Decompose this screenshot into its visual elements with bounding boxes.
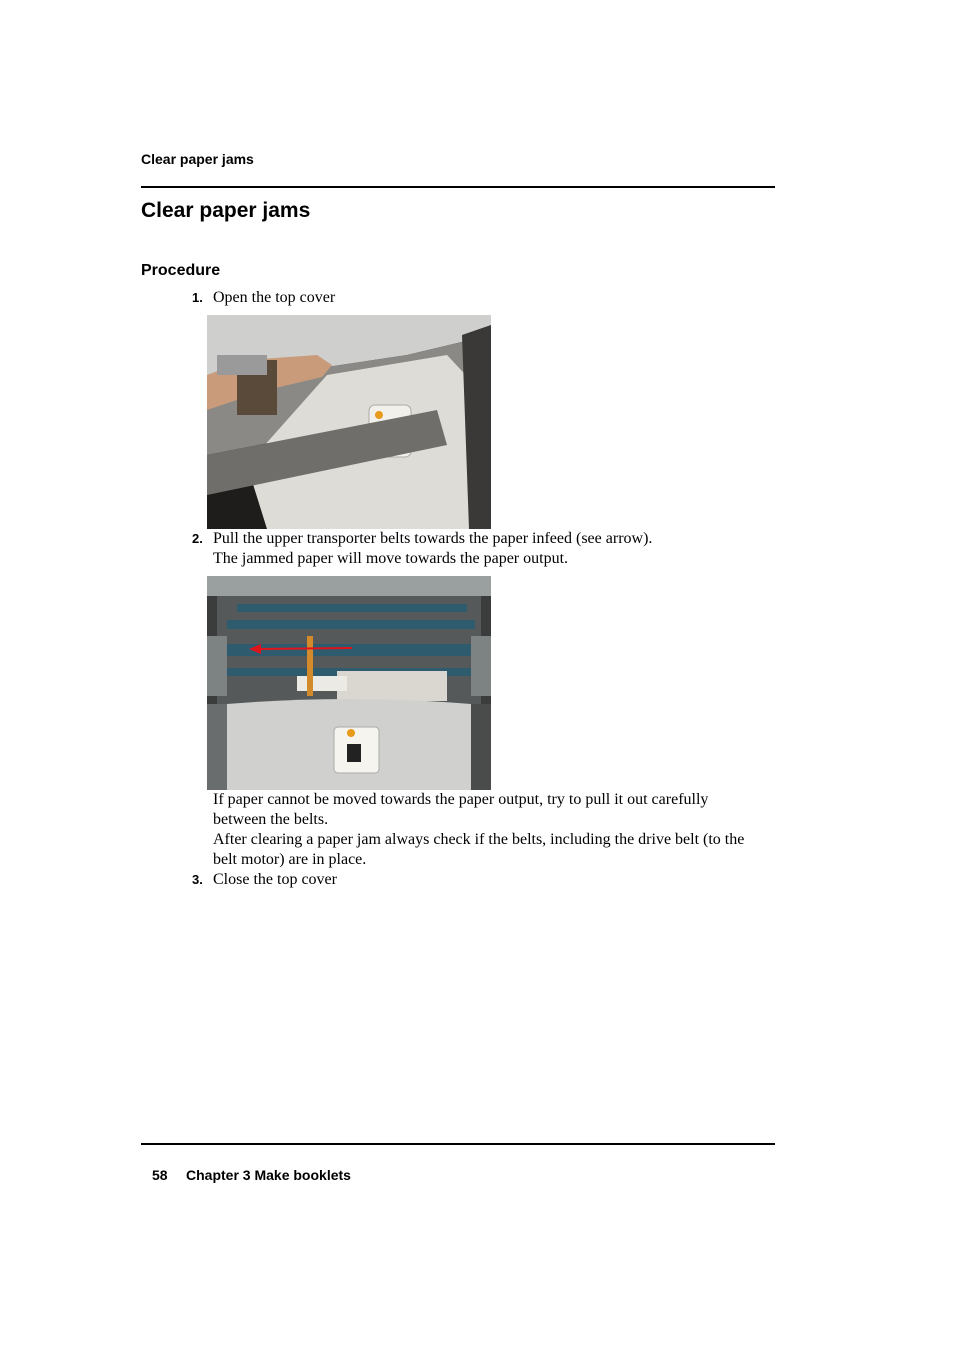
- step-1-number: 1.: [192, 290, 203, 305]
- step-1-text: Open the top cover: [213, 289, 336, 306]
- page-number: 58: [152, 1167, 168, 1183]
- transporter-belts-photo: [207, 576, 491, 790]
- open-top-cover-photo: [207, 315, 491, 529]
- step-2-note-line-1: If paper cannot be moved towards the paper output, try to pull it out carefully: [213, 791, 709, 808]
- section-heading: Procedure: [141, 262, 221, 279]
- footer-chapter: Chapter 3 Make booklets: [186, 1167, 351, 1183]
- step-3-number: 3.: [192, 872, 203, 887]
- step-2-note-line-3: After clearing a paper jam always check if the belts, including the drive belt (to the: [213, 831, 745, 848]
- running-header: Clear paper jams: [141, 151, 254, 167]
- page-title: Clear paper jams: [141, 199, 311, 222]
- header-rule: [141, 186, 775, 188]
- step-2-note-line-2: between the belts.: [213, 811, 329, 828]
- step-2-note-line-4: belt motor) are in place.: [213, 851, 367, 868]
- footer-rule: [141, 1143, 775, 1145]
- step-2-text-line-2: The jammed paper will move towards the paper output.: [213, 550, 569, 567]
- step-2-number: 2.: [192, 531, 203, 546]
- step-2-text-line-1: Pull the upper transporter belts towards the paper infeed (see arrow).: [213, 530, 653, 547]
- step-3-text: Close the top cover: [213, 871, 337, 888]
